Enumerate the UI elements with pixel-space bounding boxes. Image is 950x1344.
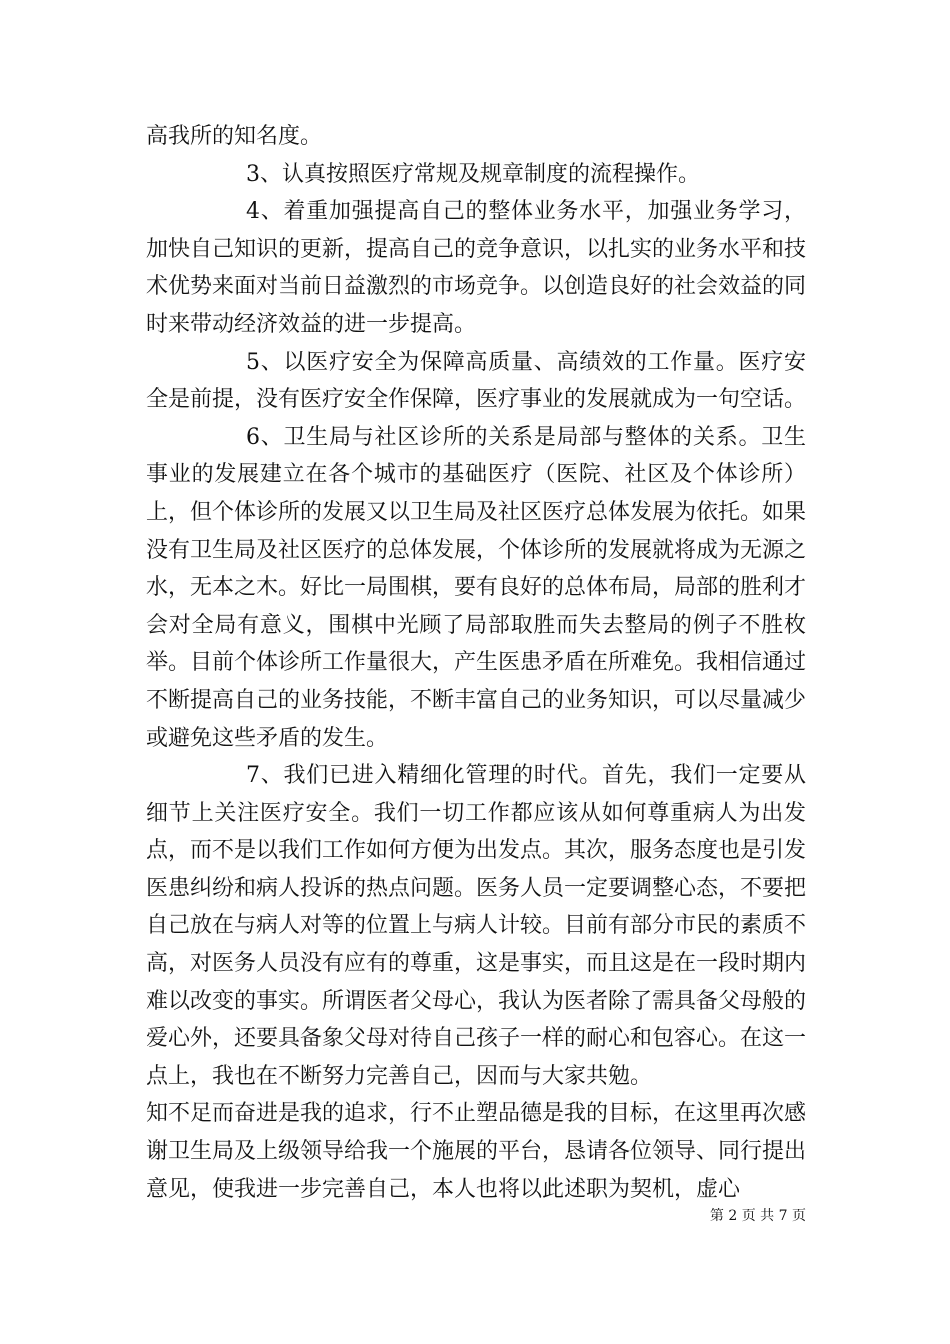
document-body <box>146 118 806 1208</box>
paragraph-item-4: 4、着重加强提高自己的整体业务水平，加强业务学习，加快自己知识的更新，提高自己的竞争意识，以扎实的业务水平和技术优势来面对当前日益激烈的市场竞争。以创造良好的社会效益的同时来带动经济效益的进一步提高。 <box>146 199 807 337</box>
paragraph-item-6: 6、卫生局与社区诊所的关系是局部与整体的关系。卫生事业的发展建立在各个城市的基础医疗（医院、社区及个体诊所）上，但个体诊所的发展又以卫生局及社区医疗总体发展为依托。如果没有卫生局及社区医疗的总体发展，个体诊所的发展就将成为无源之水，无本之木。好比一局围棋，要有良好的总体布局，局部的胜利才会对全局有意义，围棋中光顾了局部取胜而失去整局的例子不胜枚举。目前个体诊所工作量很大，产生医患矛盾在所难免。我相信通过不断提高自己的业务技能，不断丰富自己的业务知识，可以尽量减少或避免这些矛盾的发生。 <box>146 424 807 751</box>
paragraph-item-7: 7、我们已进入精细化管理的时代。首先，我们一定要从细节上关注医疗安全。我们一切工作都应该从如何尊重病人为出发点，而不是以我们工作如何方便为出发点。其次，服务态度也是引发医患纠纷和病人投诉的热点问题。医务人员一定要调整心态，不要把自己放在与病人对等的位置上与病人计较。目前有部分市民的素质不高，对医务人员没有应有的尊重，这是事实，而且这是在一段时期内难以改变的事实。所谓医者父母心，我认为医者除了需具备父母般的爱心外，还要具备象父母对待自己孩子一样的耐心和包容心。在这一点上，我也在不断努力完善自己，因而与大家共勉。 <box>146 763 807 1089</box>
paragraph-continuation: 高我所的知名度。 <box>146 124 323 149</box>
page-number-footer: 第 2 页 共 7 页 <box>709 1208 806 1224</box>
paragraph-item-3: 3、认真按照医疗常规及规章制度的流程操作。 <box>246 161 700 187</box>
paragraph-item-5: 5、以医疗安全为保障高质量、高绩效的工作量。医疗安全是前提，没有医疗安全作保障，医疗事业的发展就成为一句空话。 <box>146 349 807 413</box>
paragraph-conclusion: 知不足而奋进是我的追求，行不止塑品德是我的目标，在这里再次感谢卫生局及上级领导给我一个施展的平台，恳请各位领导、同行提出意见，使我进一步完善自己，本人也将以此述职为契机，虚心 <box>146 1101 807 1202</box>
